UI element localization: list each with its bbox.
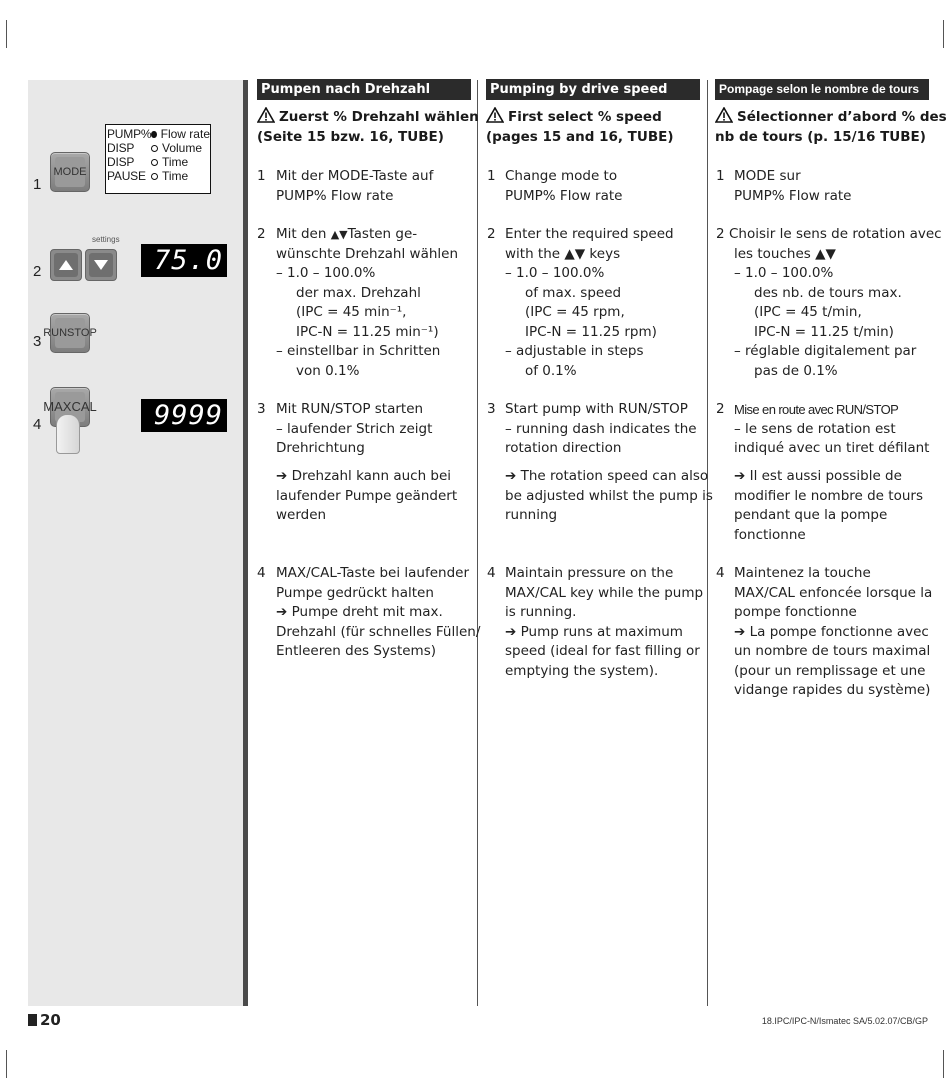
arrow-up-icon <box>59 260 73 270</box>
warning-note <box>257 107 479 147</box>
text-line: Mit der MODE-Taste auf <box>276 168 434 184</box>
illustration-panel <box>28 80 244 1006</box>
crop-mark <box>943 20 944 48</box>
warning-line: Sélectionner d’abord % des <box>737 109 947 125</box>
speed-note <box>734 467 923 545</box>
text-line: ➔ Pumpe dreht mit max. <box>276 604 443 620</box>
step-number-3: 3 <box>33 333 42 350</box>
column-divider <box>477 80 478 1006</box>
page-number-text: 20 <box>40 1011 61 1029</box>
text-line: running <box>505 507 558 523</box>
speed-note <box>505 467 713 526</box>
text-line: Entleeren des Systems) <box>276 643 436 659</box>
document-code: 18.IPC/IPC-N/Ismatec SA/5.02.07/CB/GP <box>761 1016 928 1026</box>
text-line: – 1.0 – 100.0% <box>505 265 605 281</box>
max-label: MAX <box>43 399 72 414</box>
text-line: ➔ The rotation speed can also <box>505 468 709 484</box>
text-line: (IPC = 45 t/min, <box>754 304 862 320</box>
step-number-2: 2 <box>33 263 42 280</box>
text-line: – 1.0 – 100.0% <box>734 265 834 281</box>
text-line: Start pump with RUN/STOP <box>505 401 688 417</box>
text-line: Pumpe gedrückt halten <box>276 584 434 601</box>
lcd-label: Flow rate <box>160 127 210 141</box>
text-line: pendant que la pompe <box>734 507 888 523</box>
text-line: MODE sur <box>734 168 801 184</box>
column-french <box>715 79 929 100</box>
run-stop-key[interactable] <box>43 313 97 353</box>
text-line: of max. speed <box>525 284 622 301</box>
text-line: Change mode to <box>505 168 618 184</box>
warning-line: First select % speed <box>508 109 662 125</box>
warning-line: nb de tours (p. 15/16 TUBE) <box>715 129 926 145</box>
step-number: 4 <box>487 565 496 581</box>
text-line: MAX/CAL enfoncée lorsque la <box>734 584 933 601</box>
text-line: Drehzahl (für schnelles Füllen/ <box>276 623 481 640</box>
mode-key[interactable] <box>50 152 90 192</box>
warning-icon <box>715 107 733 123</box>
up-key[interactable] <box>50 249 82 281</box>
lcd-row <box>107 127 210 141</box>
text-line: MAX/CAL key while the pump <box>505 584 704 601</box>
up-down-arrows-icon: ▲▼ <box>330 228 348 241</box>
step-number: 4 <box>716 565 725 581</box>
text-line: Maintain pressure on the <box>505 565 674 581</box>
speed-display: 75.0 <box>141 244 227 277</box>
step-number-4: 4 <box>33 416 42 433</box>
step-number: 2 <box>487 226 496 242</box>
step-number: 3 <box>487 401 496 417</box>
run-stop-key-label <box>43 318 97 348</box>
step-number: 1 <box>487 168 496 184</box>
page-marker-icon <box>28 1014 37 1026</box>
text-line: wünschte Drehzahl wählen <box>276 245 459 262</box>
step-2-text <box>729 225 942 381</box>
lcd-mode: DISP <box>107 141 135 155</box>
mode-display <box>105 124 211 194</box>
text-line: rotation direction <box>505 440 622 456</box>
selected-dot-icon <box>151 131 157 138</box>
lcd-row <box>107 141 210 155</box>
step-1-text <box>505 167 622 206</box>
text-line: – réglable digitalement par <box>734 343 917 359</box>
step-number: 4 <box>257 565 266 581</box>
text-line: (IPC = 45 min⁻¹, <box>296 304 407 320</box>
lcd-mode: PAUSE <box>107 169 146 183</box>
text-line: (IPC = 45 rpm, <box>525 304 625 320</box>
step-number: 2 <box>716 401 725 417</box>
run-label: RUN <box>43 327 68 339</box>
step-number: 3 <box>257 401 266 417</box>
column-heading: Pumping by drive speed <box>486 79 700 100</box>
lcd-label: Time <box>162 169 189 183</box>
stop-label: STOP <box>67 327 97 339</box>
text-line: IPC-N = 11.25 t/min) <box>754 323 894 340</box>
text-line: les touches ▲▼ <box>734 245 836 262</box>
text-line: Maintenez la touche <box>734 565 871 581</box>
text-line: of 0.1% <box>525 362 577 379</box>
step-number-1: 1 <box>33 176 42 193</box>
text-line: ➔ Drehzahl kann auch bei <box>276 468 452 484</box>
text-part: Mit den <box>276 226 327 242</box>
text-line: pompe fonctionne <box>734 604 857 620</box>
lcd-mode: PUMP% <box>107 127 152 141</box>
text-line: IPC-N = 11.25 min⁻¹) <box>296 323 439 340</box>
down-key[interactable] <box>85 249 117 281</box>
text-line: laufender Pumpe geändert <box>276 487 458 504</box>
warning-note <box>715 107 947 147</box>
crop-mark <box>6 1050 7 1078</box>
text-line: (pour un remplissage et une <box>734 662 926 679</box>
text-line: PUMP% Flow rate <box>734 187 852 204</box>
text-line: with the ▲▼ keys <box>505 245 621 262</box>
text-line: ➔ Pump runs at maximum <box>505 623 683 640</box>
text-line: PUMP% Flow rate <box>505 187 623 204</box>
text-line: ➔ Il est aussi possible de <box>734 468 902 484</box>
text-line: is running. <box>505 604 577 620</box>
text-line: fonctionne <box>734 526 806 543</box>
step-4-text <box>505 564 703 681</box>
warning-icon <box>486 107 504 123</box>
arrow-down-icon <box>94 260 108 270</box>
text-line: ➔ La pompe fonctionne avec <box>734 623 929 640</box>
text-line: – laufender Strich zeigt <box>276 420 433 437</box>
step-number: 1 <box>257 168 266 184</box>
text-line: Mit RUN/STOP starten <box>276 401 424 417</box>
step-4-text <box>276 564 480 662</box>
step-3-text <box>276 400 432 459</box>
text-line: – le sens de rotation est <box>734 420 896 437</box>
text-line: – einstellbar in Schritten <box>276 343 441 359</box>
text-line: speed (ideal for fast filling or <box>505 643 700 659</box>
max-display: 9999 <box>141 399 227 432</box>
text-line: werden <box>276 507 327 523</box>
unselected-dot-icon <box>151 173 158 180</box>
text-line: emptying the system). <box>505 662 659 679</box>
lcd-mode: DISP <box>107 155 135 169</box>
text-line: – adjustable in steps <box>505 343 644 359</box>
settings-label: settings <box>92 235 120 244</box>
step-2-text <box>505 225 674 381</box>
text-line: Drehrichtung <box>276 440 365 456</box>
text-line: Enter the required speed <box>505 226 674 242</box>
text-line: un nombre de tours maximal <box>734 643 931 659</box>
cal-label: CAL <box>71 399 97 414</box>
lcd-label: Volume <box>162 141 203 155</box>
step-2-text <box>276 225 458 381</box>
text-line: der max. Drehzahl <box>296 284 421 301</box>
warning-icon <box>257 107 275 123</box>
step-number: 2 <box>257 226 266 242</box>
text-line: PUMP% Flow rate <box>276 187 394 204</box>
warning-line: (pages 15 and 16, TUBE) <box>486 129 674 145</box>
unselected-dot-icon <box>151 145 158 152</box>
text-line: – running dash indicates the <box>505 420 697 437</box>
step-1-text <box>734 167 851 206</box>
mode-key-label: MODE <box>55 157 85 187</box>
text-line: Choisir le sens de rotation avec <box>729 226 942 242</box>
column-german <box>257 79 471 100</box>
step-4-text <box>734 564 932 701</box>
column-divider <box>707 80 708 1006</box>
text-line: IPC-N = 11.25 rpm) <box>525 323 657 340</box>
text-part: Tasten ge- <box>347 226 418 242</box>
crop-mark <box>943 1050 944 1078</box>
text-line: Mise en route avec RUN/STOP <box>734 402 899 417</box>
text-line: be adjusted whilst the pump is <box>505 487 713 504</box>
column-heading: Pumpen nach Drehzahl <box>257 79 471 100</box>
crop-mark <box>6 20 7 48</box>
page-number <box>28 1011 61 1029</box>
speed-note <box>276 467 457 526</box>
text-line: von 0.1% <box>296 362 360 379</box>
lcd-label: Time <box>162 155 189 169</box>
text-line: des nb. de tours max. <box>754 284 902 301</box>
step-number: 2 <box>716 226 725 242</box>
warning-line: Zuerst % Drehzahl wählen <box>279 109 479 125</box>
warning-note <box>486 107 674 147</box>
text-line: modifier le nombre de tours <box>734 487 923 504</box>
warning-line: (Seite 15 bzw. 16, TUBE) <box>257 129 444 145</box>
step-number: 1 <box>716 168 725 184</box>
step-3-text <box>734 400 929 459</box>
text-line: indiqué avec un tiret défilant <box>734 440 930 456</box>
lcd-row <box>107 169 210 183</box>
text-line: MAX/CAL-Taste bei laufender <box>276 565 470 581</box>
unselected-dot-icon <box>151 159 158 166</box>
column-heading: Pompage selon le nombre de tours <box>715 79 929 100</box>
text-line: – 1.0 – 100.0% <box>276 265 376 281</box>
text-line <box>276 225 458 245</box>
step-1-text <box>276 167 433 206</box>
column-english <box>486 79 700 100</box>
text-line: pas de 0.1% <box>754 362 838 379</box>
panel-edge <box>243 80 248 1006</box>
step-3-text <box>505 400 697 459</box>
finger-press-icon <box>56 414 80 454</box>
lcd-row <box>107 155 210 169</box>
text-line: vidange rapides du système) <box>734 682 931 698</box>
